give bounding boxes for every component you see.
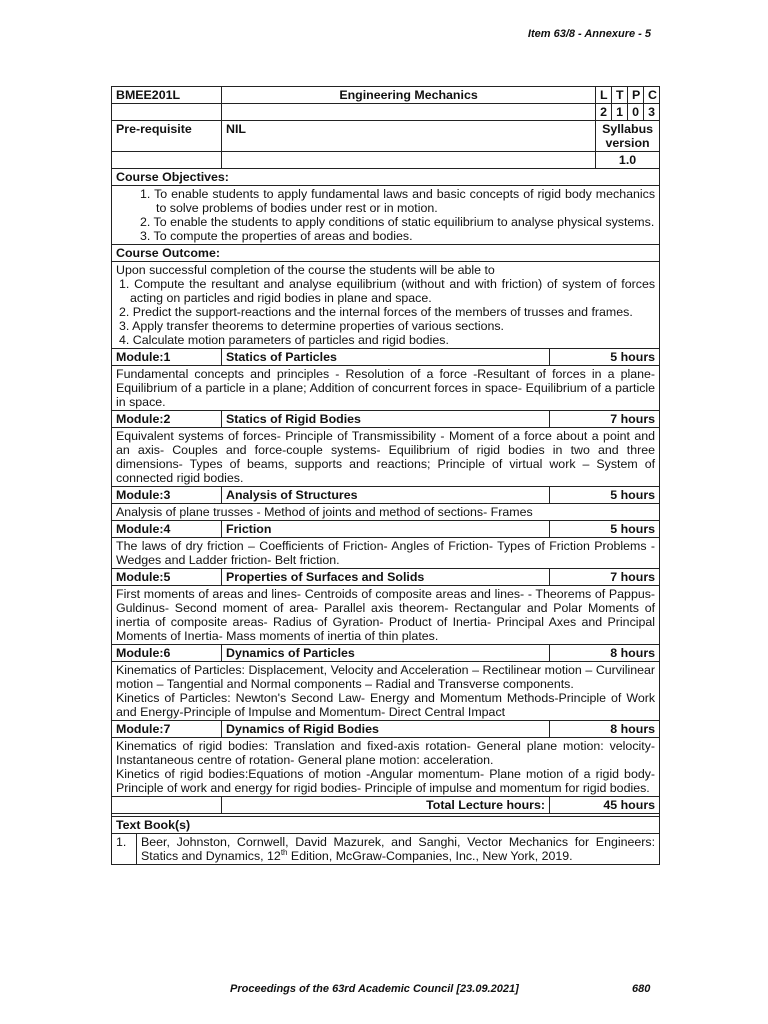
module-title: Properties of Surfaces and Solids — [222, 569, 550, 586]
objectives-list — [112, 186, 660, 245]
outcomes-list — [112, 262, 660, 349]
textbook-reference — [137, 834, 660, 865]
module-number: Module:7 — [112, 721, 222, 738]
module-number: Module:2 — [112, 411, 222, 428]
module-content-part: Kinematics of Particles: Displacement, Velocity and Acceleration – Rectilinear motion – Curvilinear motion – Tangential and Normal components – Radial and Transverse components. — [116, 663, 656, 691]
module-title: Friction — [222, 521, 550, 538]
objective-item: 2. To enable the students to apply conditions of static equilibrium to analyse physical systems. — [140, 215, 655, 229]
textbook-superscript: th — [280, 847, 288, 857]
syllabus-version-value: 1.0 — [596, 152, 660, 169]
ltpc-value-l: 2 — [596, 104, 612, 121]
module-content-part: Kinematics of rigid bodies: Translation and fixed-axis rotation- General plane motion: velocity- Instantaneous centre of rotation- General plane motion: acceleration. — [116, 739, 656, 767]
textbook-text: Beer, Johnston, Cornwell, David Mazurek, and Sanghi, Vector Mechanics for Engineers: Statics and Dynamics, 12 — [141, 835, 656, 863]
module-title: Statics of Particles — [222, 349, 550, 366]
module-title: Dynamics of Rigid Bodies — [222, 721, 550, 738]
module-hours: 5 hours — [550, 349, 660, 366]
ltpc-label-p: P — [628, 87, 644, 104]
outcomes-heading-row — [112, 245, 660, 262]
ltpc-label-t: T — [612, 87, 628, 104]
module-header-row — [112, 487, 660, 504]
module-content-row — [112, 662, 660, 721]
objective-item: 3. To compute the properties of areas and bodies. — [140, 229, 413, 243]
module-header-row — [112, 349, 660, 366]
ltpc-label-l: L — [596, 87, 612, 104]
outcomes-heading: Course Outcome: — [112, 245, 660, 262]
course-title: Engineering Mechanics — [222, 87, 596, 104]
module-number: Module:3 — [112, 487, 222, 504]
module-content-row — [112, 586, 660, 645]
module-hours: 7 hours — [550, 569, 660, 586]
module-title: Dynamics of Particles — [222, 645, 550, 662]
outcome-item: 1. Compute the resultant and analyse equilibrium (without and with friction) of system of forces acting on particles and rigid bodies in plane and space. — [119, 277, 656, 305]
page-number: 680 — [632, 983, 651, 995]
module-header-row — [112, 721, 660, 738]
ltpc-value-t: 1 — [612, 104, 628, 121]
module-title: Analysis of Structures — [222, 487, 550, 504]
syllabus-table — [111, 86, 660, 865]
module-content-row — [112, 538, 660, 569]
module-content: Fundamental concepts and principles - Resolution of a force -Resultant of forces in a plane- Equilibrium of a particle in a plane; Addition of concurrent forces in space- Equilibrium of a particle in space. — [112, 366, 660, 411]
module-hours: 5 hours — [550, 521, 660, 538]
objectives-row — [112, 186, 660, 245]
outcomes-intro: Upon successful completion of the course the students will be able to — [116, 263, 495, 277]
ltpc-value-c: 3 — [644, 104, 660, 121]
prerequisite-row — [112, 121, 660, 152]
total-hours-label: Total Lecture hours: — [222, 797, 550, 814]
textbook-row — [112, 834, 660, 865]
objective-item: 1. To enable students to apply fundamental laws and basic concepts of rigid body mechanics to solve problems of bodies under rest or in motion. — [140, 187, 656, 215]
module-hours: 8 hours — [550, 721, 660, 738]
module-content: The laws of dry friction – Coefficients of Friction- Angles of Friction- Types of Friction Problems - Wedges and Ladder friction- Belt friction. — [112, 538, 660, 569]
module-content-part: Kinetics of rigid bodies:Equations of motion -Angular momentum- Plane motion of a rigid body- Principle of work and energy for rigid bodies- Principle of impulse and momentum for rigid bodies. — [116, 767, 656, 795]
module-content-row — [112, 504, 660, 521]
module-content: Equivalent systems of forces- Principle of Transmissibility - Moment of a force about a point and an axis- Couples and force-couple systems- Equilibrium of rigid bodies in two and three dimensions- Types of beams, supports and reactions; Principle of virtual work – System of connected rigid bodies. — [112, 428, 660, 487]
module-content: Analysis of plane trusses - Method of joints and method of sections- Frames — [112, 504, 660, 521]
module-content-row — [112, 738, 660, 797]
module-header-row — [112, 645, 660, 662]
prerequisite-label: Pre-requisite — [112, 121, 222, 152]
footer-proceedings: Proceedings of the 63rd Academic Council [23.09.2021] — [230, 983, 519, 995]
objectives-heading-row — [112, 169, 660, 186]
module-content-part: Kinetics of Particles: Newton's Second Law- Energy and Momentum Methods-Principle of Work and Energy-Principle of Impulse and Momentum- Direct Central Impact — [116, 691, 656, 719]
ltpc-values-row — [112, 104, 660, 121]
module-number: Module:6 — [112, 645, 222, 662]
course-code: BMEE201L — [112, 87, 222, 104]
ltpc-label-c: C — [644, 87, 660, 104]
module-header-row — [112, 569, 660, 586]
prerequisite-value: NIL — [222, 121, 596, 152]
module-hours: 5 hours — [550, 487, 660, 504]
module-content — [112, 662, 660, 721]
module-hours: 7 hours — [550, 411, 660, 428]
total-hours-value: 45 hours — [550, 797, 660, 814]
module-content-row — [112, 428, 660, 487]
module-content-row — [112, 366, 660, 411]
module-content: First moments of areas and lines- Centroids of composite areas and lines- - Theorems of Pappus-Guldinus- Second moment of area- Parallel axis theorem- Rectangular and Polar Moments of inertia of composite areas- Radius of Gyration- Product of Inertia- Principal Axes and Principal Moments of Inertia- Mass moments of inertia of thin plates. — [112, 586, 660, 645]
textbook-text-rest: Edition, McGraw-Companies, Inc., New York, 2019. — [287, 849, 573, 863]
textbooks-heading-row — [112, 817, 660, 834]
module-header-row — [112, 411, 660, 428]
syllabus-version-label: Syllabus version — [596, 121, 660, 152]
textbooks-heading: Text Book(s) — [112, 817, 660, 834]
objectives-heading: Course Objectives: — [112, 169, 660, 186]
syllabus-document — [111, 86, 659, 865]
outcome-item: 2. Predict the support-reactions and the internal forces of the members of trusses and frames. — [119, 305, 633, 319]
course-title-row — [112, 87, 660, 104]
module-number: Module:4 — [112, 521, 222, 538]
module-content — [112, 738, 660, 797]
ltpc-value-p: 0 — [628, 104, 644, 121]
module-number: Module:1 — [112, 349, 222, 366]
outcome-item: 4. Calculate motion parameters of particles and rigid bodies. — [119, 333, 449, 347]
module-number: Module:5 — [112, 569, 222, 586]
total-hours-row — [112, 797, 660, 814]
module-title: Statics of Rigid Bodies — [222, 411, 550, 428]
annexure-reference: Item 63/8 - Annexure - 5 — [527, 28, 651, 40]
module-header-row — [112, 521, 660, 538]
module-hours: 8 hours — [550, 645, 660, 662]
syllabus-version-row — [112, 152, 660, 169]
outcome-item: 3. Apply transfer theorems to determine properties of various sections. — [119, 319, 504, 333]
textbook-number: 1. — [112, 834, 137, 865]
outcomes-row — [112, 262, 660, 349]
